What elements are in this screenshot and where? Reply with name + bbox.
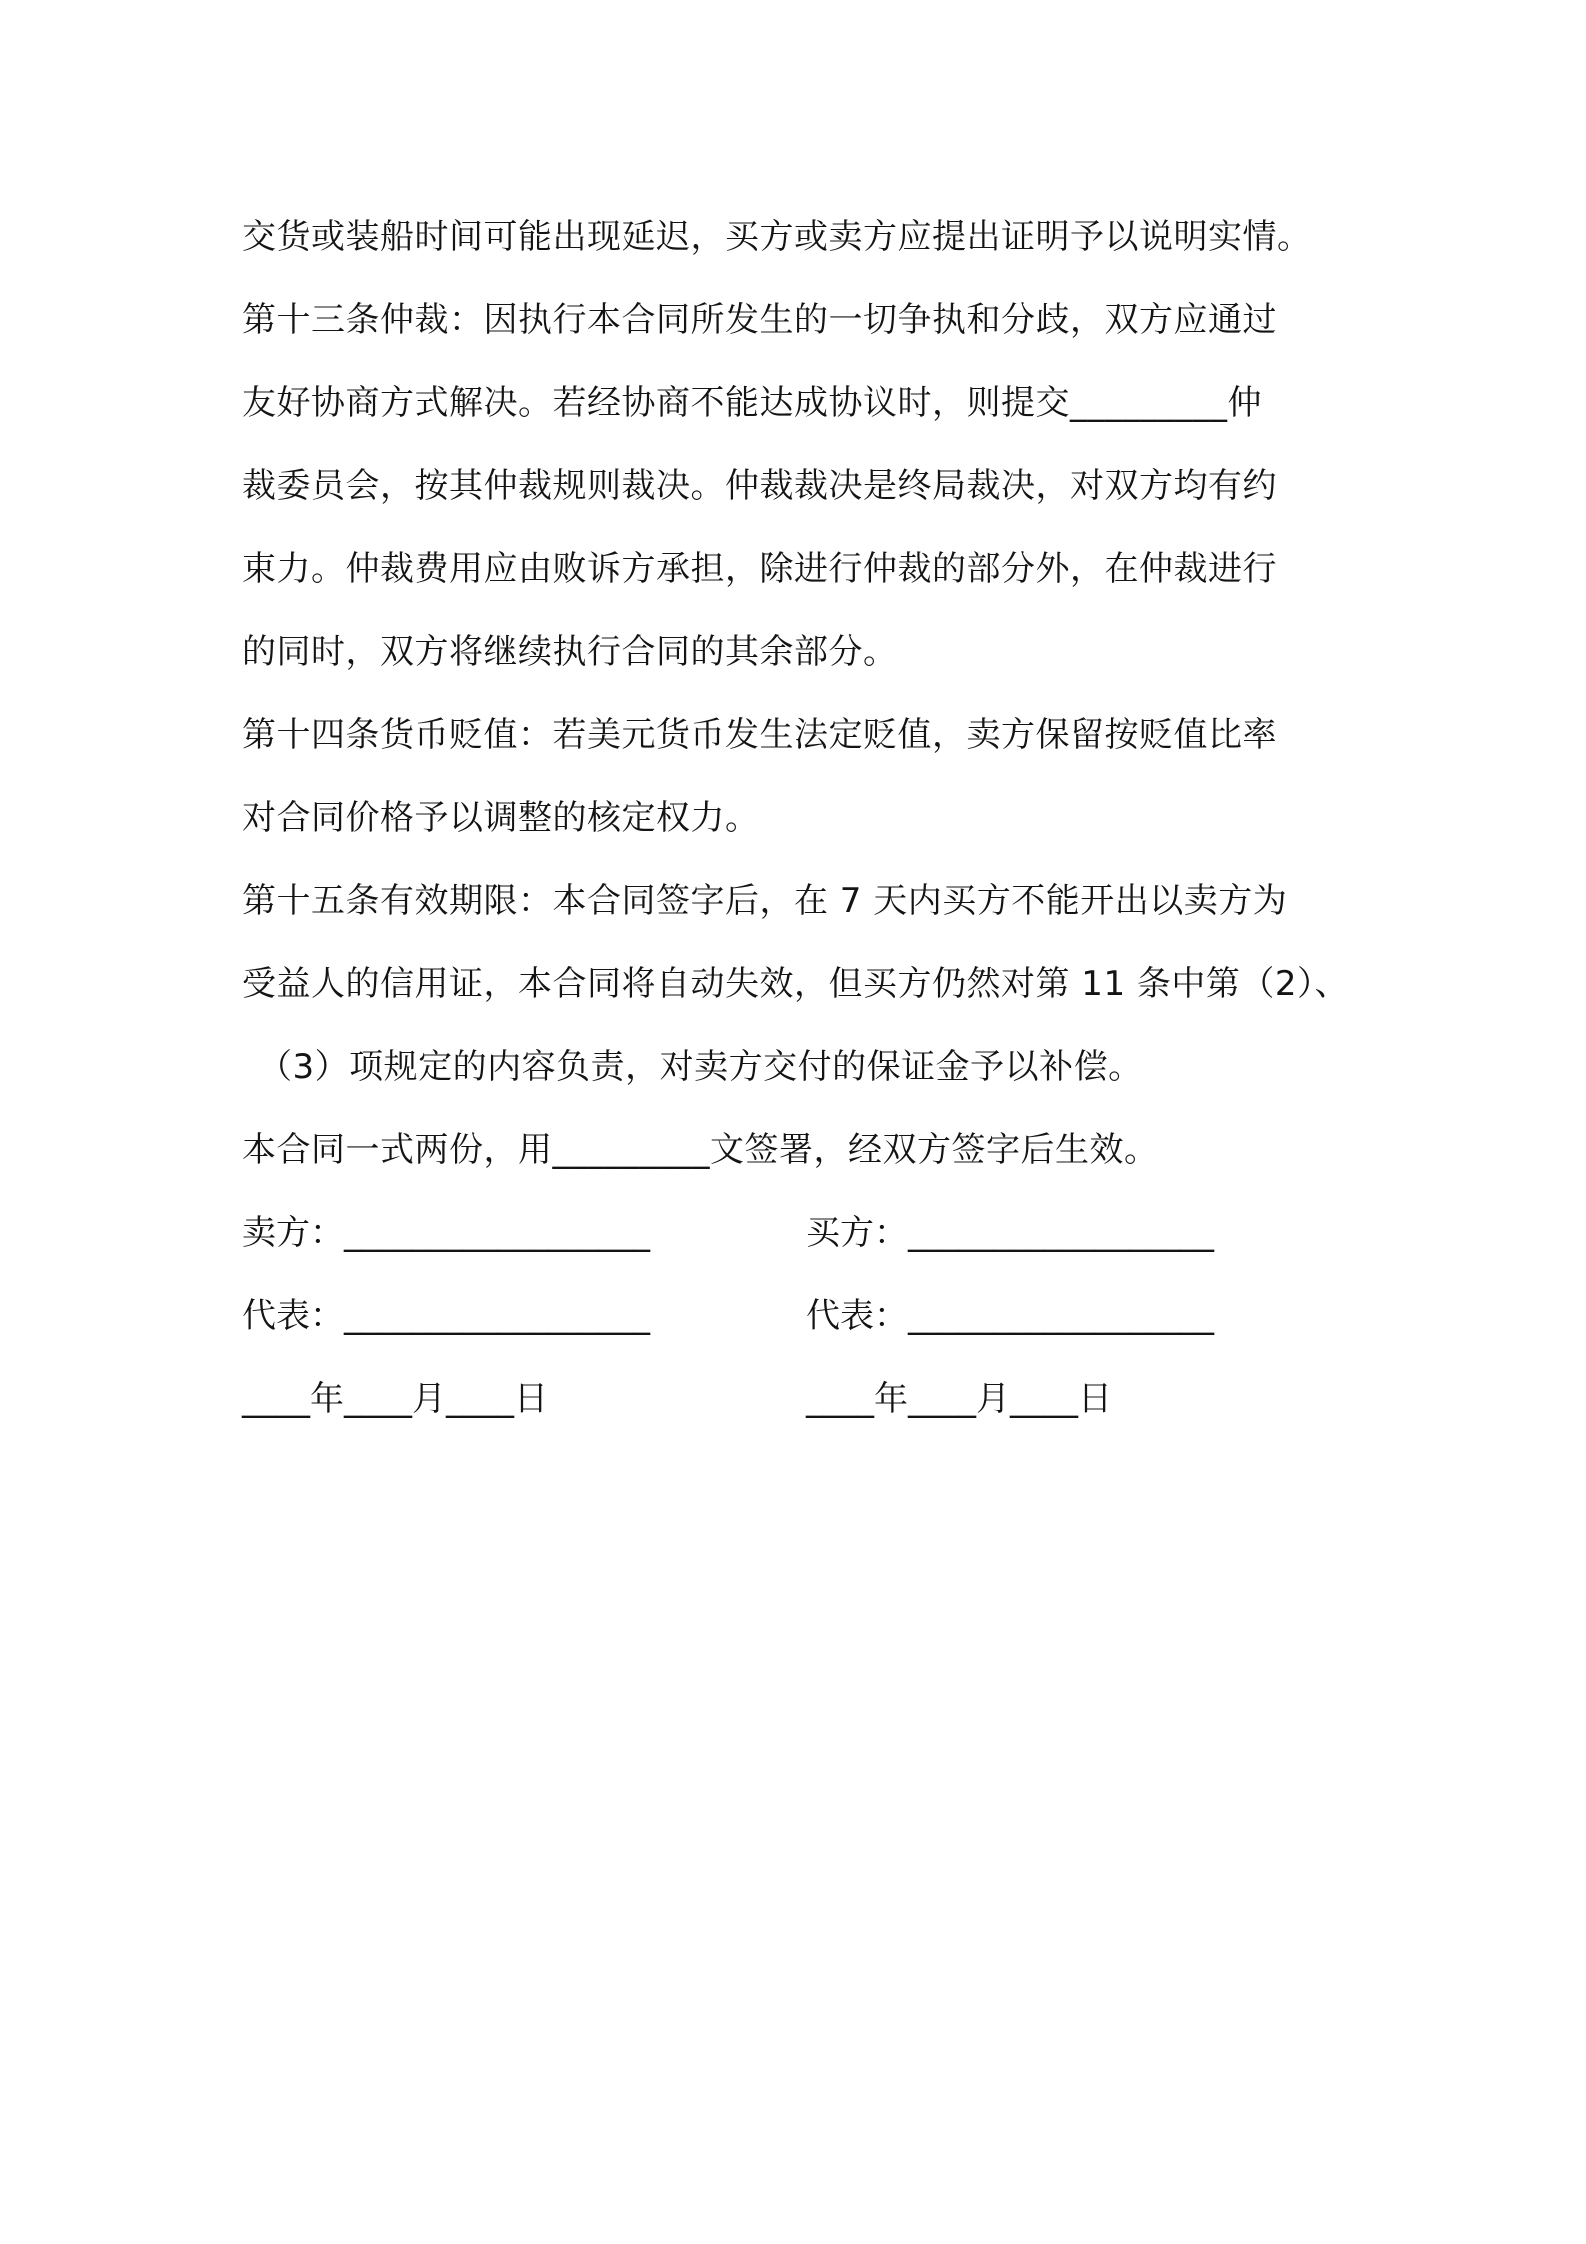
seller-representative-field: 代表：__________________ xyxy=(242,1296,650,1336)
text-line: 友好协商方式解决。若经协商不能达成协议时，则提交_________仲 xyxy=(242,383,1262,423)
signature-date-row xyxy=(242,1358,1392,1441)
document-body xyxy=(242,196,1392,1441)
clause-15-heading-line: 第十五条有效期限：本合同签字后，在 7 天内买方不能开出以卖方为 xyxy=(242,881,1288,921)
signature-party-row xyxy=(242,1192,1392,1275)
text-line: （3）项规定的内容负责，对卖方交付的保证金予以补偿。 xyxy=(258,1047,1143,1087)
clause-14-heading-line: 第十四条货币贬值：若美元货币发生法定贬值，卖方保留按贬值比率 xyxy=(242,715,1277,755)
text-line: 束力。仲裁费用应由败诉方承担，除进行仲裁的部分外，在仲裁进行 xyxy=(242,549,1277,589)
text-line: 受益人的信用证，本合同将自动失效，但买方仍然对第 11 条中第（2）、 xyxy=(242,964,1350,1004)
text-line: 交货或装船时间可能出现延迟，买方或卖方应提出证明予以说明实情。 xyxy=(242,217,1312,257)
buyer-representative-field: 代表：__________________ xyxy=(806,1296,1214,1336)
signature-representative-row xyxy=(242,1275,1392,1358)
text-line: 的同时，双方将继续执行合同的其余部分。 xyxy=(242,632,898,672)
copies-clause-line: 本合同一式两份，用_________文签署，经双方签字后生效。 xyxy=(242,1130,1159,1170)
seller-date-field: ____年____月____日 xyxy=(242,1379,548,1419)
buyer-signature-field: 买方：__________________ xyxy=(806,1213,1214,1253)
text-line: 对合同价格予以调整的核定权力。 xyxy=(242,798,760,838)
seller-signature-field: 卖方：__________________ xyxy=(242,1213,650,1253)
text-line: 裁委员会，按其仲裁规则裁决。仲裁裁决是终局裁决，对双方均有约 xyxy=(242,466,1277,506)
buyer-date-field: ____年____月____日 xyxy=(806,1379,1112,1419)
clause-13-heading-line: 第十三条仲裁：因执行本合同所发生的一切争执和分歧，双方应通过 xyxy=(242,300,1277,340)
